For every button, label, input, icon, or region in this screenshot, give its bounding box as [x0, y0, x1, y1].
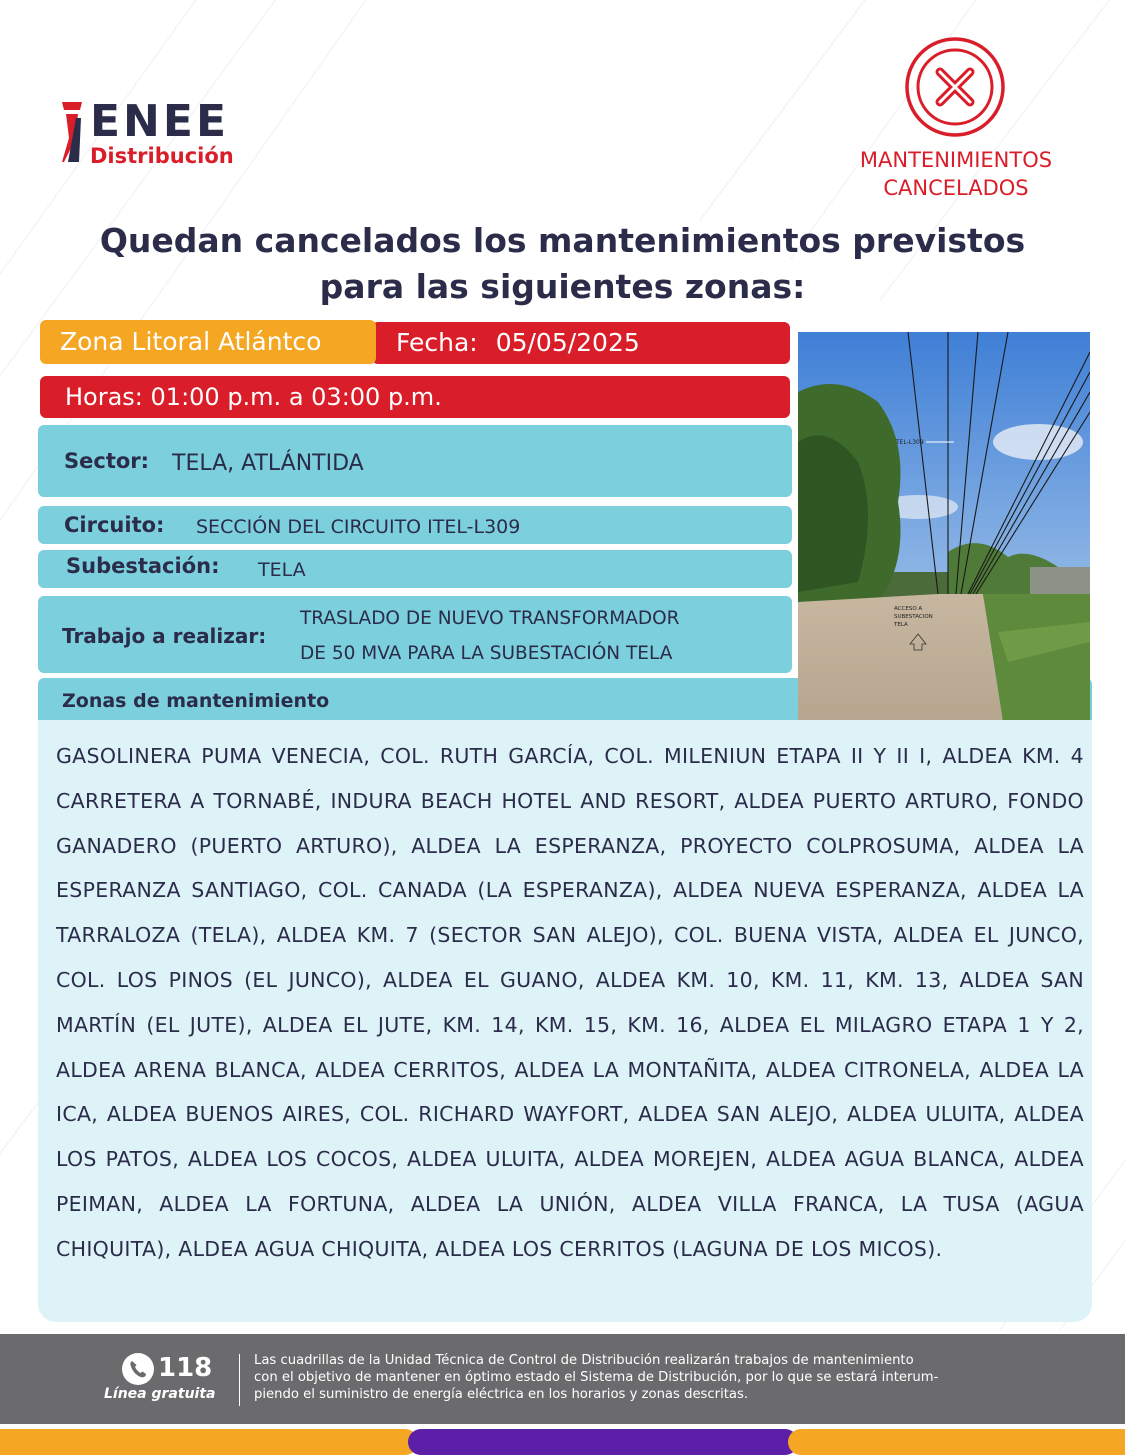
date-bar — [372, 322, 790, 364]
phone-number[interactable]: 118 — [158, 1353, 213, 1383]
enee-logo — [60, 96, 290, 170]
zones-text: GASOLINERA PUMA VENECIA, COL. RUTH GARCÍA, COL. MILENIUN ETAPA II Y II I, ALDEA KM. 4 CARRETERA A TORNABÉ, INDURA BEACH HOTEL AND RESORT, ALDEA PUERTO ARTURO, FONDO GANADERO (PUERTO ARTURO), ALDEA LA ESPERANZA, PROYECTO COLPROSUMA, ALDEA LA ESPERANZA SANTIAGO, COL. CANADA (LA ESPERANZA), ALDEA NUEVA ESPERANZA, ALDEA LA TARRALOZA (TELA), ALDEA KM. 7 (SECTOR SAN ALEJO), COL. BUENA VISTA, ALDEA EL JUNCO, COL. LOS PINOS (EL JUNCO), ALDEA EL GUANO, ALDEA KM. 10, KM. 11, KM. 13, ALDEA SAN MARTÍN (EL JUTE), ALDEA EL JUTE, KM. 14, KM. 15, KM. 16, ALDEA EL MILAGRO ETAPA 1 Y 2, ALDEA ARENA BLANCA, ALDEA CERRITOS, ALDEA LA MONTAÑITA, ALDEA CITRONELA, ALDEA LA ICA, ALDEA BUENOS AIRES, COL. RICHARD WAYFORT, ALDEA SAN ALEJO, ALDEA ULUITA, ALDEA LOS PATOS, ALDEA LOS COCOS, ALDEA ULUITA, ALDEA MOREJEN, ALDEA AGUA BLANCA, ALDEA PEIMAN, ALDEA LA FORTUNA, ALDEA LA UNIÓN, ALDEA VILLA FRANCA, LA TUSA (AGUA CHIQUITA), ALDEA AGUA CHIQUITA, ALDEA LOS CERRITOS (LAGUNA DE LOS MICOS). — [56, 744, 1084, 1261]
work-value-line1: TRASLADO DE NUEVO TRANSFORMADOR — [300, 608, 680, 629]
photo-access-line3: TELA — [894, 622, 908, 628]
sector-row — [38, 425, 792, 497]
date-label: Fecha: — [396, 328, 478, 357]
photo-line-label: TEL-L309 — [896, 439, 924, 446]
photo-access-line2: SUBESTACION — [894, 614, 933, 620]
zones-list — [38, 720, 1092, 1322]
close-circle-icon — [904, 36, 1006, 138]
work-row — [38, 596, 792, 673]
cancelled-label-line2: CANCELADOS — [883, 176, 1029, 200]
footer-notice-line2: con el objetivo de mantener en óptimo estado el Sistema de Distribución, por lo que se estará interum- — [254, 1370, 939, 1385]
circuit-label: Circuito: — [64, 513, 165, 537]
hours-bar: Horas: 01:00 p.m. a 03:00 p.m. — [40, 376, 790, 418]
zone-badge: Zona Litoral Atlántco — [40, 320, 376, 364]
footer-notice-line1: Las cuadrillas de la Unidad Técnica de Control de Distribución realizarán trabajos de mantenimiento — [254, 1353, 914, 1368]
substation-value: TELA — [258, 559, 306, 581]
zones-header-label: Zonas de mantenimiento — [62, 690, 330, 712]
substation-photo — [798, 332, 1090, 722]
phone-icon — [122, 1353, 154, 1385]
substation-label: Subestación: — [66, 554, 220, 578]
cancelled-label — [840, 146, 1072, 202]
cancelled-badge — [840, 30, 1072, 205]
substation-row — [38, 550, 792, 588]
work-value-line2: DE 50 MVA PARA LA SUBESTACIÓN TELA — [300, 643, 673, 664]
page-title — [30, 218, 1095, 310]
road-power-lines-image — [798, 332, 1090, 722]
circuit-value: SECCIÓN DEL CIRCUITO ITEL-L309 — [196, 516, 521, 538]
photo-access-line1: ACCESO A — [894, 606, 923, 612]
enee-logo-mark-icon — [60, 100, 86, 166]
footer-notice-line3: piendo el suministro de energía eléctrica en los horarios y zonas descritas. — [254, 1387, 749, 1402]
brand-name: ENEE — [90, 96, 229, 147]
footer-notice — [254, 1352, 1044, 1403]
circuit-row — [38, 506, 792, 544]
cancelled-label-line1: MANTENIMIENTOS — [859, 148, 1053, 172]
bottom-strip-orange — [0, 1429, 418, 1455]
sector-label: Sector: — [64, 449, 150, 473]
bottom-strip-purple — [408, 1429, 798, 1455]
phone-label: Línea gratuita — [104, 1386, 216, 1402]
date-value: 05/05/2025 — [495, 328, 640, 357]
sector-value: TELA, ATLÁNTIDA — [172, 451, 364, 476]
bottom-strip-orange-right — [788, 1429, 1125, 1455]
work-label: Trabajo a realizar: — [62, 624, 267, 648]
page-title-line1: Quedan cancelados los mantenimientos previstos — [99, 221, 1026, 260]
footer-divider — [239, 1354, 240, 1406]
page-title-line2: para las siguientes zonas: — [319, 267, 806, 306]
brand-subtitle: Distribución — [90, 144, 234, 168]
